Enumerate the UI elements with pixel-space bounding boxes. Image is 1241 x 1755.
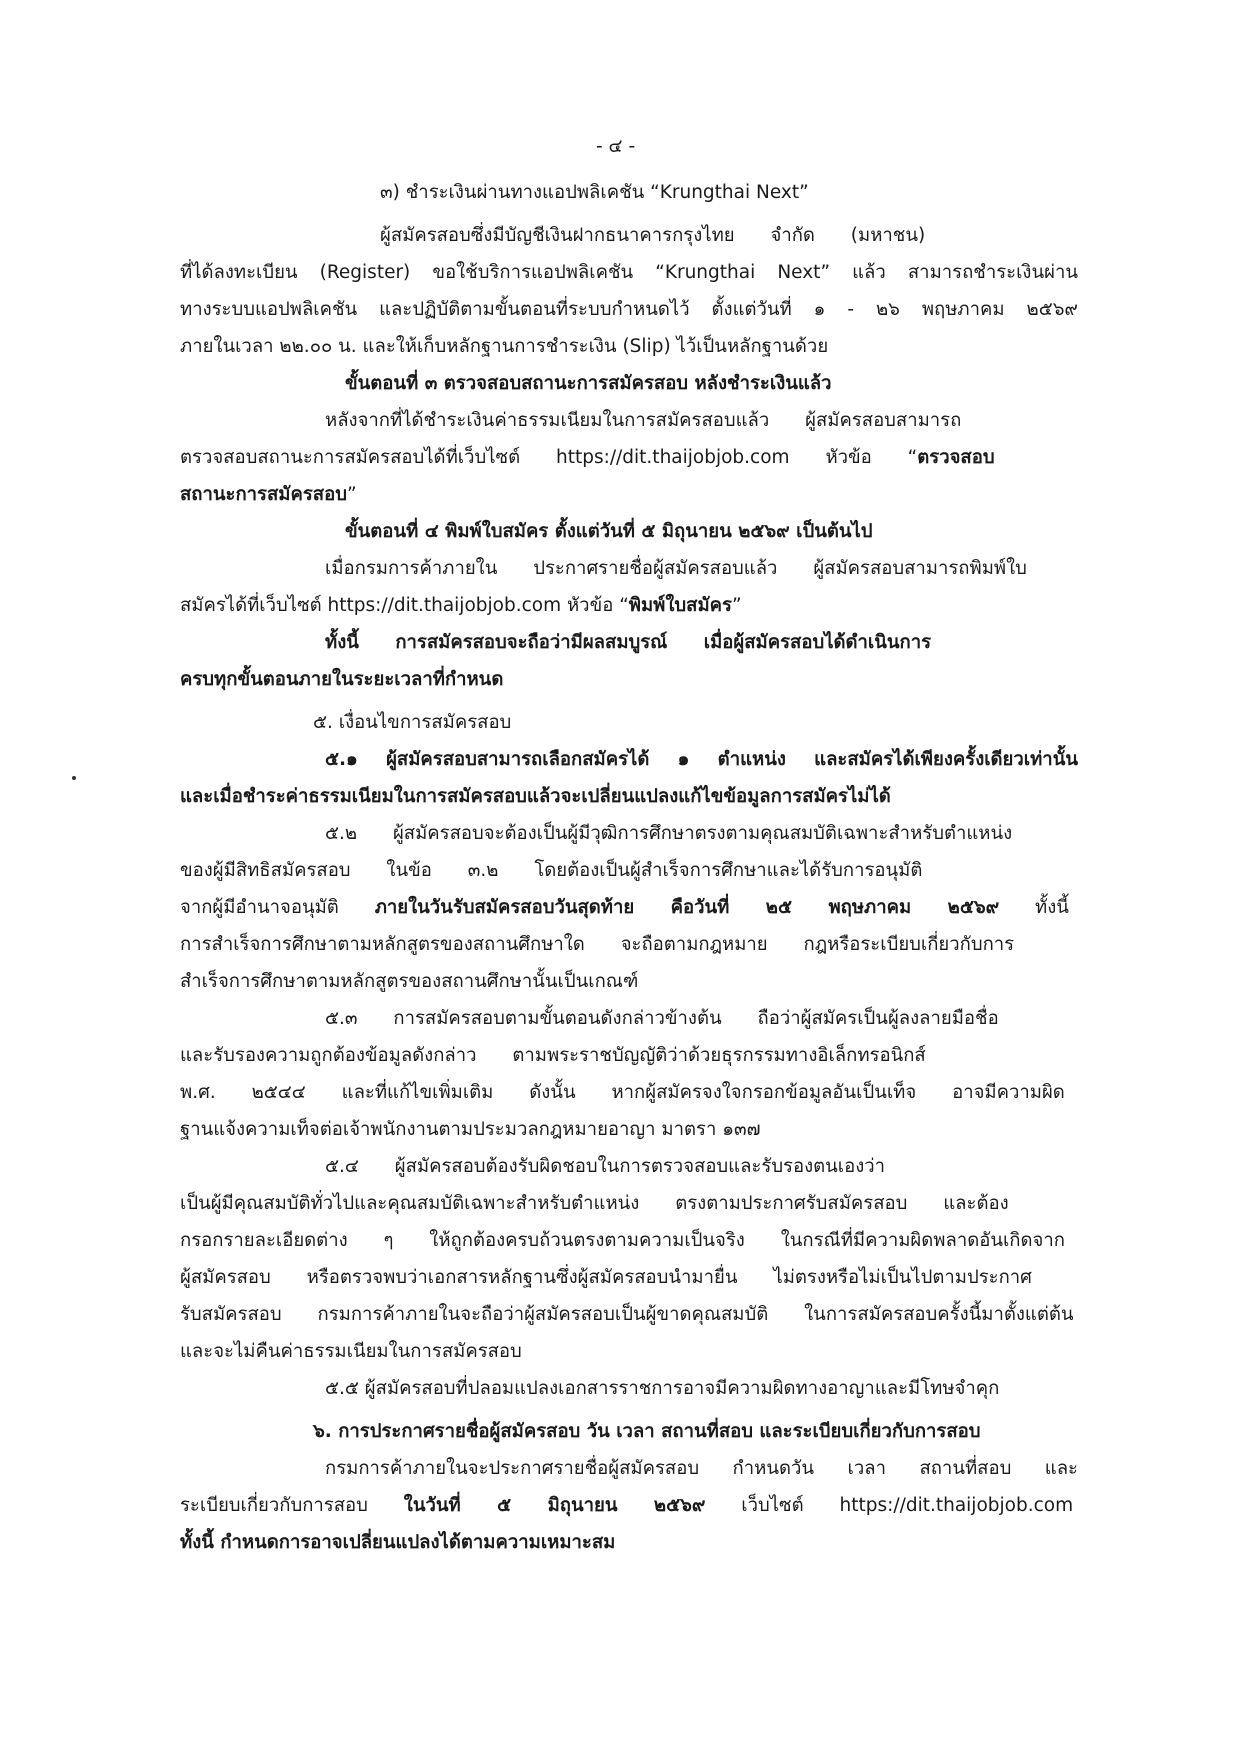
text: เว็บไซต์ https://dit.thaijobjob.com	[705, 1495, 1074, 1516]
bold-text: ในวันที่ ๕ มิถุนายน ๒๕๖๙	[403, 1495, 706, 1516]
text: เมื่อกรมการค้าภายใน ประกาศรายชื่อผู้สมัครสอบแล้ว ผู้สมัครสอบสามารถพิมพ์ใบ	[325, 558, 1027, 579]
text-line	[180, 669, 503, 691]
text: เป็นผู้มีคุณสมบัติทั่วไปและคุณสมบัติเฉพาะสำหรับตำแหน่ง ตรงตามประกาศรับสมัครสอบ และต้อง	[180, 1193, 1009, 1214]
text-line	[325, 1458, 1078, 1480]
text: จากผู้มีอำนาจอนุมัติ	[180, 897, 375, 918]
text-line	[180, 1495, 1073, 1517]
text-line	[313, 712, 511, 734]
text-line	[180, 1119, 761, 1141]
text: ”	[731, 595, 742, 616]
bold-text: และเมื่อชำระค่าธรรมเนียมในการสมัครสอบแล้วจะเปลี่ยนแปลงแก้ไขข้อมูลการสมัครไม่ได้	[180, 786, 891, 807]
text: ผู้สมัครสอบซึ่งมีบัญชีเงินฝากธนาคารกรุงไทย จำกัด (มหาชน)	[380, 225, 926, 246]
text-line	[180, 897, 1069, 919]
text-line	[180, 1230, 1065, 1252]
text-line	[180, 595, 742, 617]
text: ทางระบบแอปพลิเคชัน และปฏิบัติตามขั้นตอนที่ระบบกำหนดไว้ ตั้งแต่วันที่ ๑ - ๒๖ พฤษภาคม ๒๕๖๙	[180, 299, 1078, 320]
text-line	[180, 971, 638, 993]
text: ”	[346, 484, 357, 505]
text: พ.ศ. ๒๕๔๔ และที่แก้ไขเพิ่มเติม ดังนั้น หากผู้สมัครจงใจกรอกข้อมูลอันเป็นเท็จ อาจมีความผิด	[180, 1082, 1065, 1103]
text: สมัครได้ที่เว็บไซต์ https://dit.thaijobjob.com หัวข้อ “	[180, 595, 629, 616]
text: ๓) ชำระเงินผ่านทางแอปพลิเคชัน “Krungthai Next”	[380, 182, 809, 203]
text-line	[180, 336, 828, 358]
text: ระเบียบเกี่ยวกับการสอบ	[180, 1495, 404, 1516]
text: และรับรองความถูกต้องข้อมูลดังกล่าว ตามพระราชบัญญัติว่าด้วยธุรกรรมทางอิเล็กทรอนิกส์	[180, 1045, 926, 1066]
text-line	[180, 934, 1014, 956]
text-line	[325, 632, 931, 654]
text: รับสมัครสอบ กรมการค้าภายในจะถือว่าผู้สมัครสอบเป็นผู้ขาดคุณสมบัติ ในการสมัครสอบครั้งนี้มาตั้งแต่ต้น	[180, 1304, 1074, 1325]
text-line	[325, 1378, 999, 1400]
bold-text: ครบทุกขั้นตอนภายในระยะเวลาที่กำหนด	[180, 669, 504, 690]
text-line	[180, 299, 1078, 321]
text-line	[325, 1008, 999, 1030]
text: ภายในเวลา ๒๒.๐๐ น. และให้เก็บหลักฐานการชำระเงิน (Slip) ไว้เป็นหลักฐานด้วย	[180, 336, 829, 357]
text-line	[325, 1156, 885, 1178]
text: ๕.๕ ผู้สมัครสอบที่ปลอมแปลงเอกสารราชการอาจมีความผิดทางอาญาและมีโทษจำคุก	[325, 1378, 1000, 1399]
text-line	[325, 749, 1078, 771]
text: ๕.๓ การสมัครสอบตามขั้นตอนดังกล่าวข้างต้น ถือว่าผู้สมัครเป็นผู้ลงลายมือชื่อ	[325, 1008, 999, 1029]
text-line	[180, 1267, 1032, 1289]
text-line	[313, 1421, 981, 1443]
text: หลังจากที่ได้ชำระเงินค่าธรรมเนียมในการสมัครสอบแล้ว ผู้สมัครสอบสามารถ	[325, 410, 962, 431]
text-line	[180, 1045, 926, 1067]
text: ๕.๒ ผู้สมัครสอบจะต้องเป็นผู้มีวุฒิการศึกษาตรงตามคุณสมบัติเฉพาะสำหรับตำแหน่ง	[325, 823, 1013, 844]
text: ทั้งนี้	[999, 897, 1069, 918]
bold-text: สถานะการสมัครสอบ	[180, 484, 347, 505]
bold-text: ทั้งนี้ กำหนดการอาจเปลี่ยนแปลงได้ตามความเหมาะสม	[180, 1532, 616, 1553]
bold-text: ขั้นตอนที่ ๔ พิมพ์ใบสมัคร ตั้งแต่วันที่ ๕ มิถุนายน ๒๕๖๙ เป็นต้นไป	[345, 521, 873, 542]
bold-text: ตรวจสอบ	[917, 447, 995, 468]
text-line	[180, 484, 357, 506]
text-line	[180, 1341, 522, 1363]
text-line	[180, 1193, 1009, 1215]
bold-text: ขั้นตอนที่ ๓ ตรวจสอบสถานะการสมัครสอบ หลังชำระเงินแล้ว	[345, 373, 832, 394]
text: และจะไม่คืนค่าธรรมเนียมในการสมัครสอบ	[180, 1341, 522, 1362]
text-line	[325, 410, 961, 432]
bold-text: ๕.๑ ผู้สมัครสอบสามารถเลือกสมัครได้ ๑ ตำแหน่ง และสมัครได้เพียงครั้งเดียวเท่านั้น	[325, 749, 1078, 770]
text: ของผู้มีสิทธิสมัครสอบ ในข้อ ๓.๒ โดยต้องเป็นผู้สำเร็จการศึกษาและได้รับการอนุมัติ	[180, 860, 923, 881]
text-line	[180, 1304, 1074, 1326]
text-line	[180, 262, 1078, 284]
text: กรมการค้าภายในจะประกาศรายชื่อผู้สมัครสอบ กำหนดวัน เวลา สถานที่สอบ และ	[325, 1458, 1078, 1479]
text-line	[325, 558, 1027, 580]
stray-mark	[72, 776, 76, 780]
text: ๕.๔ ผู้สมัครสอบต้องรับผิดชอบในการตรวจสอบและรับรองตนเองว่า	[325, 1156, 886, 1177]
text: การสำเร็จการศึกษาตามหลักสูตรของสถานศึกษาใด จะถือตามกฎหมาย กฎหรือระเบียบเกี่ยวกับการ	[180, 934, 1015, 955]
bold-text: พิมพ์ใบสมัคร	[628, 595, 732, 616]
bold-text: ภายในวันรับสมัครสอบวันสุดท้าย คือวันที่ ๒๕ พฤษภาคม ๒๕๖๙	[374, 897, 1000, 918]
text: ที่ได้ลงทะเบียน (Register) ขอใช้บริการแอปพลิเคชัน “Krungthai Next” แล้ว สามารถชำระเงินผ่าน	[180, 262, 1078, 283]
text-line	[380, 225, 925, 247]
text: ผู้สมัครสอบ หรือตรวจพบว่าเอกสารหลักฐานซึ่งผู้สมัครสอบนำมายื่น ไม่ตรงหรือไม่เป็นไปตามประกาศ	[180, 1267, 1032, 1288]
text-line	[380, 182, 809, 204]
text: ตรวจสอบสถานะการสมัครสอบได้ที่เว็บไซต์ https://dit.thaijobjob.com หัวข้อ “	[180, 447, 918, 468]
bold-text: ๖. การประกาศรายชื่อผู้สมัครสอบ วัน เวลา สถานที่สอบ และระเบียบเกี่ยวกับการสอบ	[313, 1421, 981, 1442]
text-line	[345, 373, 832, 395]
text: ฐานแจ้งความเท็จต่อเจ้าพนักงานตามประมวลกฎหมายอาญา มาตรา ๑๓๗	[180, 1119, 761, 1140]
bold-text: ทั้งนี้ การสมัครสอบจะถือว่ามีผลสมบูรณ์ เมื่อผู้สมัครสอบได้ดำเนินการ	[325, 632, 932, 653]
text-line	[180, 860, 922, 882]
text-line	[180, 786, 891, 808]
text-line	[180, 1532, 615, 1554]
page-number: - ๔ -	[596, 136, 636, 157]
text-line	[345, 521, 873, 543]
text-line	[325, 823, 1012, 845]
text: กรอกรายละเอียดต่าง ๆ ให้ถูกต้องครบถ้วนตรงตามความเป็นจริง ในกรณีที่มีความผิดพลาดอันเกิดจาก	[180, 1230, 1065, 1251]
text-line	[180, 1082, 1065, 1104]
text: สำเร็จการศึกษาตามหลักสูตรของสถานศึกษานั้นเป็นเกณฑ์	[180, 971, 639, 992]
text-line	[180, 447, 995, 469]
text: ๕. เงื่อนไขการสมัครสอบ	[313, 712, 512, 733]
